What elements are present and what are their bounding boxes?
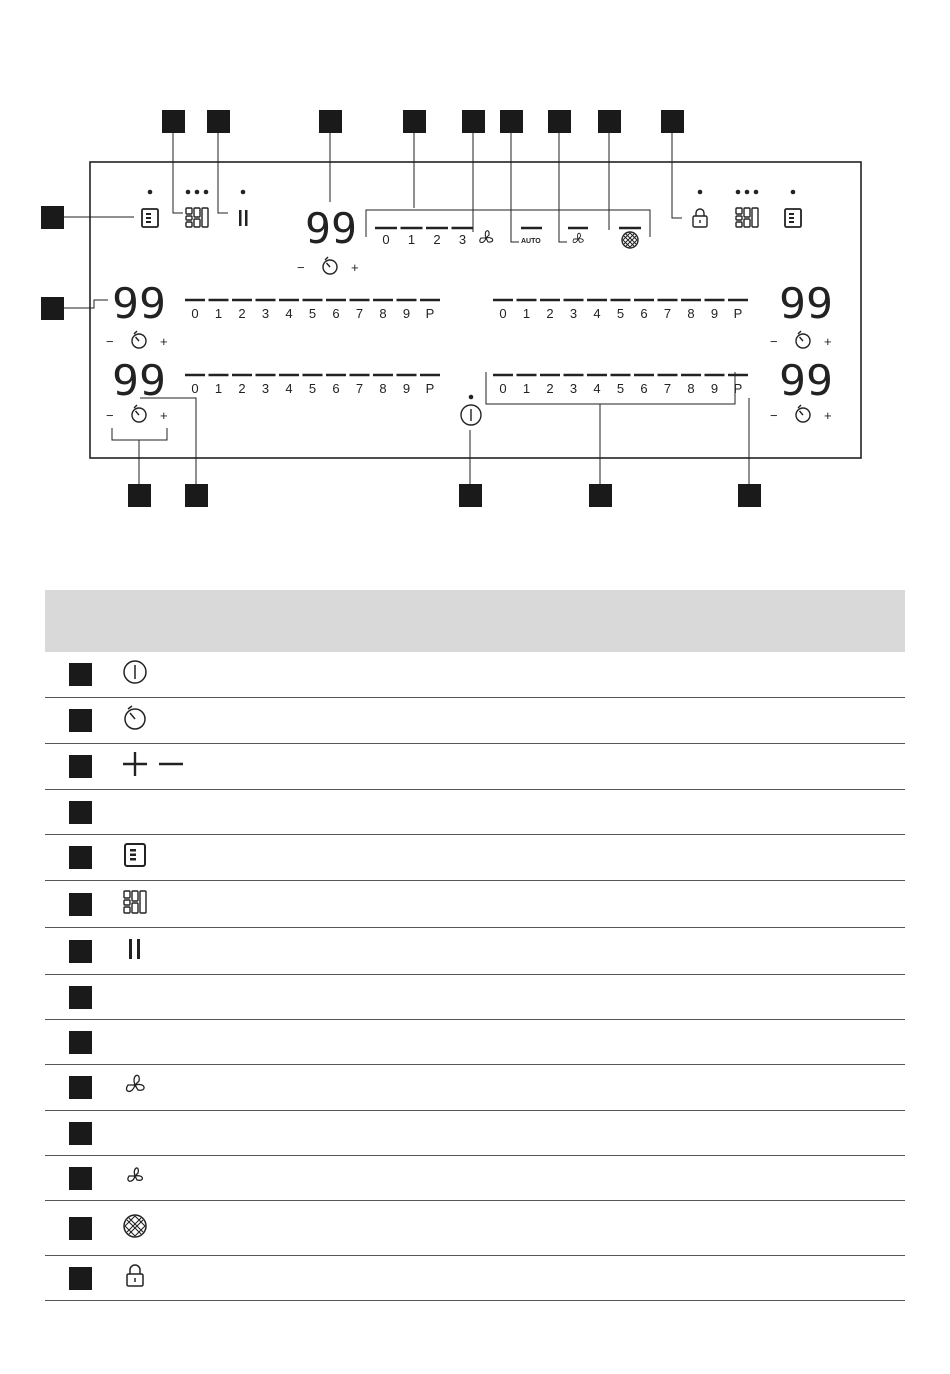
legend-marker-cell bbox=[45, 881, 115, 928]
indicator-dots bbox=[148, 190, 796, 400]
legend-icon-cell bbox=[115, 1256, 905, 1301]
level-label: 9 bbox=[710, 306, 719, 321]
level-label: 4 bbox=[593, 306, 601, 321]
timer-icon[interactable] bbox=[132, 331, 146, 348]
level-label: 9 bbox=[402, 306, 411, 321]
legend-marker-cell bbox=[45, 744, 115, 790]
callout-marker bbox=[69, 1031, 92, 1054]
legend-icon-cell bbox=[115, 652, 905, 698]
legend-row bbox=[45, 698, 905, 744]
callout-marker bbox=[500, 110, 523, 133]
level-label: 5 bbox=[308, 381, 317, 396]
fan-icon bbox=[121, 1071, 149, 1104]
callout-marker bbox=[128, 484, 151, 507]
bridge-icon[interactable] bbox=[142, 209, 158, 227]
zone-timer-controls-right-1 bbox=[770, 331, 832, 349]
zone-timer-controls-left-2 bbox=[106, 405, 168, 423]
legend-marker-cell bbox=[45, 1201, 115, 1256]
level-label: 9 bbox=[710, 381, 719, 396]
level-label: 3 bbox=[261, 306, 270, 321]
callout-marker bbox=[69, 893, 92, 916]
auto-button[interactable]: AUTO bbox=[521, 238, 541, 245]
power-icon[interactable] bbox=[461, 405, 481, 425]
level-label: 8 bbox=[379, 381, 387, 396]
level-label: 4 bbox=[285, 306, 293, 321]
level-label: P bbox=[733, 306, 743, 321]
legend-marker-cell bbox=[45, 835, 115, 881]
timer-plus[interactable]: + bbox=[160, 408, 168, 423]
bridge-icon bbox=[121, 841, 149, 874]
zone-display-front-right: 99 bbox=[779, 279, 833, 328]
zone-display-rear-left: 99 bbox=[112, 356, 166, 405]
callout-marker bbox=[738, 484, 761, 507]
legend-row bbox=[45, 790, 905, 835]
level-label: 6 bbox=[640, 381, 648, 396]
legend-icon-cell bbox=[115, 881, 905, 928]
power-level-bar-rear-left[interactable] bbox=[185, 375, 440, 396]
level-label: 1 bbox=[214, 306, 223, 321]
level-label: 4 bbox=[285, 381, 293, 396]
power-level-bar-front-left[interactable] bbox=[185, 300, 440, 321]
zone-display-front-left: 99 bbox=[112, 279, 166, 328]
level-label: 2 bbox=[546, 306, 554, 321]
legend-marker-cell bbox=[45, 1111, 115, 1156]
timer-minus[interactable]: − bbox=[770, 334, 778, 349]
callout-marker bbox=[69, 1167, 92, 1190]
cooking-assistant-icon[interactable] bbox=[736, 208, 758, 227]
legend-row bbox=[45, 975, 905, 1020]
timer-minus[interactable]: − bbox=[297, 260, 305, 275]
legend-marker-cell bbox=[45, 1156, 115, 1201]
power-icon bbox=[121, 658, 149, 691]
legend-icon-cell bbox=[115, 790, 905, 835]
legend-marker-cell bbox=[45, 1020, 115, 1065]
callout-marker bbox=[207, 110, 230, 133]
power-level-bar-rear-right[interactable] bbox=[493, 375, 748, 396]
legend-icon-cell bbox=[115, 1156, 905, 1201]
level-label: 3 bbox=[569, 306, 578, 321]
fan-level-label: 1 bbox=[407, 232, 416, 247]
callout-marker bbox=[69, 1267, 92, 1290]
callout-marker bbox=[69, 755, 92, 778]
legend-marker-cell bbox=[45, 1256, 115, 1301]
bridge-icon[interactable] bbox=[785, 209, 801, 227]
legend-icon-cell bbox=[115, 835, 905, 881]
level-label: 0 bbox=[191, 381, 199, 396]
level-label: 7 bbox=[663, 306, 672, 321]
level-label: 1 bbox=[214, 381, 223, 396]
level-label: 2 bbox=[238, 381, 246, 396]
pause-icon bbox=[121, 935, 149, 968]
callout-markers-bottom bbox=[128, 484, 761, 507]
legend-marker-cell bbox=[45, 790, 115, 835]
callout-marker bbox=[69, 940, 92, 963]
level-label: 8 bbox=[379, 306, 387, 321]
level-label: 1 bbox=[522, 306, 531, 321]
cooking-assistant-icon bbox=[121, 888, 151, 921]
legend-icon-cell bbox=[115, 698, 905, 744]
callout-marker bbox=[589, 484, 612, 507]
legend-row bbox=[45, 928, 905, 975]
callout-marker bbox=[661, 110, 684, 133]
level-label: P bbox=[425, 381, 435, 396]
level-label: 3 bbox=[569, 381, 578, 396]
level-label: 9 bbox=[402, 381, 411, 396]
timer-plus[interactable]: + bbox=[351, 260, 359, 275]
callout-marker bbox=[69, 986, 92, 1009]
legend-marker-cell bbox=[45, 975, 115, 1020]
callout-marker bbox=[403, 110, 426, 133]
hob2hood-timer-display: 99 bbox=[305, 204, 357, 253]
level-label: 6 bbox=[332, 381, 340, 396]
legend-icon-cell bbox=[115, 928, 905, 975]
fan-icon[interactable] bbox=[480, 231, 493, 243]
timer-minus[interactable]: − bbox=[770, 408, 778, 423]
legend-icon-cell bbox=[115, 744, 905, 790]
timer-plus[interactable]: + bbox=[824, 334, 832, 349]
fan-level-label: 0 bbox=[382, 232, 390, 247]
control-panel-diagram bbox=[0, 0, 950, 520]
level-label: 0 bbox=[191, 306, 199, 321]
legend-row bbox=[45, 1256, 905, 1301]
level-label: 7 bbox=[355, 306, 364, 321]
callout-marker bbox=[548, 110, 571, 133]
grease-filter-icon bbox=[121, 1212, 149, 1245]
legend-table bbox=[45, 590, 905, 1301]
zone-timer-controls-left-1 bbox=[106, 331, 168, 349]
lock-icon bbox=[121, 1262, 149, 1295]
timer-icon[interactable] bbox=[323, 257, 337, 274]
level-label: 2 bbox=[546, 381, 554, 396]
callout-marker bbox=[69, 846, 92, 869]
legend-row bbox=[45, 1156, 905, 1201]
legend-icon-cell bbox=[115, 1201, 905, 1256]
pause-icon[interactable] bbox=[239, 210, 248, 226]
legend-marker-cell bbox=[45, 652, 115, 698]
level-label: 4 bbox=[593, 381, 601, 396]
fan-level-label: 2 bbox=[433, 232, 441, 247]
timer-plus[interactable]: + bbox=[824, 408, 832, 423]
level-label: 5 bbox=[616, 381, 625, 396]
level-label: 8 bbox=[687, 306, 695, 321]
legend-row bbox=[45, 652, 905, 698]
light-fan-icon[interactable] bbox=[573, 233, 583, 242]
timer-icon bbox=[121, 704, 149, 737]
timer-minus[interactable]: − bbox=[106, 408, 114, 423]
timer-icon[interactable] bbox=[132, 405, 146, 422]
legend-icon-cell bbox=[115, 1111, 905, 1156]
zone-timer-controls-right-2 bbox=[770, 405, 832, 423]
level-label: 1 bbox=[522, 381, 531, 396]
legend-marker-cell bbox=[45, 1065, 115, 1111]
grease-filter-icon[interactable] bbox=[622, 232, 638, 248]
zone-display-rear-right: 99 bbox=[779, 356, 833, 405]
legend-row bbox=[45, 835, 905, 881]
legend-icon-cell bbox=[115, 975, 905, 1020]
level-label: 6 bbox=[332, 306, 340, 321]
lock-icon[interactable] bbox=[693, 209, 707, 227]
callout-marker bbox=[459, 484, 482, 507]
level-label: 5 bbox=[308, 306, 317, 321]
timer-minus[interactable]: − bbox=[106, 334, 114, 349]
level-label: 2 bbox=[238, 306, 246, 321]
timer-plus[interactable]: + bbox=[160, 334, 168, 349]
callout-marker bbox=[319, 110, 342, 133]
callout-marker bbox=[162, 110, 185, 133]
legend-row bbox=[45, 1111, 905, 1156]
callout-marker bbox=[69, 1122, 92, 1145]
callout-marker bbox=[69, 663, 92, 686]
level-label: P bbox=[733, 381, 743, 396]
light-fan-icon bbox=[121, 1162, 149, 1195]
level-label: 5 bbox=[616, 306, 625, 321]
callout-marker bbox=[41, 297, 64, 320]
legend-row bbox=[45, 1201, 905, 1256]
callout-marker bbox=[185, 484, 208, 507]
cooking-assistant-icon[interactable] bbox=[186, 208, 208, 227]
legend-row bbox=[45, 744, 905, 790]
fan-level-label: 3 bbox=[458, 232, 467, 247]
level-label: 0 bbox=[499, 306, 507, 321]
callout-marker bbox=[598, 110, 621, 133]
legend-icon-cell bbox=[115, 1065, 905, 1111]
level-label: 0 bbox=[499, 381, 507, 396]
callout-marker bbox=[69, 709, 92, 732]
legend-row bbox=[45, 1020, 905, 1065]
level-label: 8 bbox=[687, 381, 695, 396]
legend-icon-cell bbox=[115, 1020, 905, 1065]
callout-marker bbox=[69, 801, 92, 824]
level-label: 7 bbox=[355, 381, 364, 396]
level-label: 3 bbox=[261, 381, 270, 396]
legend-header bbox=[45, 590, 905, 652]
callout-marker bbox=[69, 1217, 92, 1240]
legend-row bbox=[45, 881, 905, 928]
level-label: P bbox=[425, 306, 435, 321]
plus-minus-icon bbox=[121, 750, 185, 783]
callout-marker bbox=[462, 110, 485, 133]
fan-speed-bar[interactable] bbox=[375, 228, 474, 247]
callout-marker bbox=[69, 1076, 92, 1099]
legend-marker-cell bbox=[45, 928, 115, 975]
timer-icon[interactable] bbox=[796, 405, 810, 422]
legend-marker-cell bbox=[45, 698, 115, 744]
callout-marker bbox=[41, 206, 64, 229]
timer-icon[interactable] bbox=[796, 331, 810, 348]
legend-body bbox=[45, 652, 905, 1301]
level-label: 7 bbox=[663, 381, 672, 396]
panel-frame bbox=[90, 162, 861, 458]
legend-row bbox=[45, 1065, 905, 1111]
level-label: 6 bbox=[640, 306, 648, 321]
power-level-bar-front-right[interactable] bbox=[493, 300, 748, 321]
